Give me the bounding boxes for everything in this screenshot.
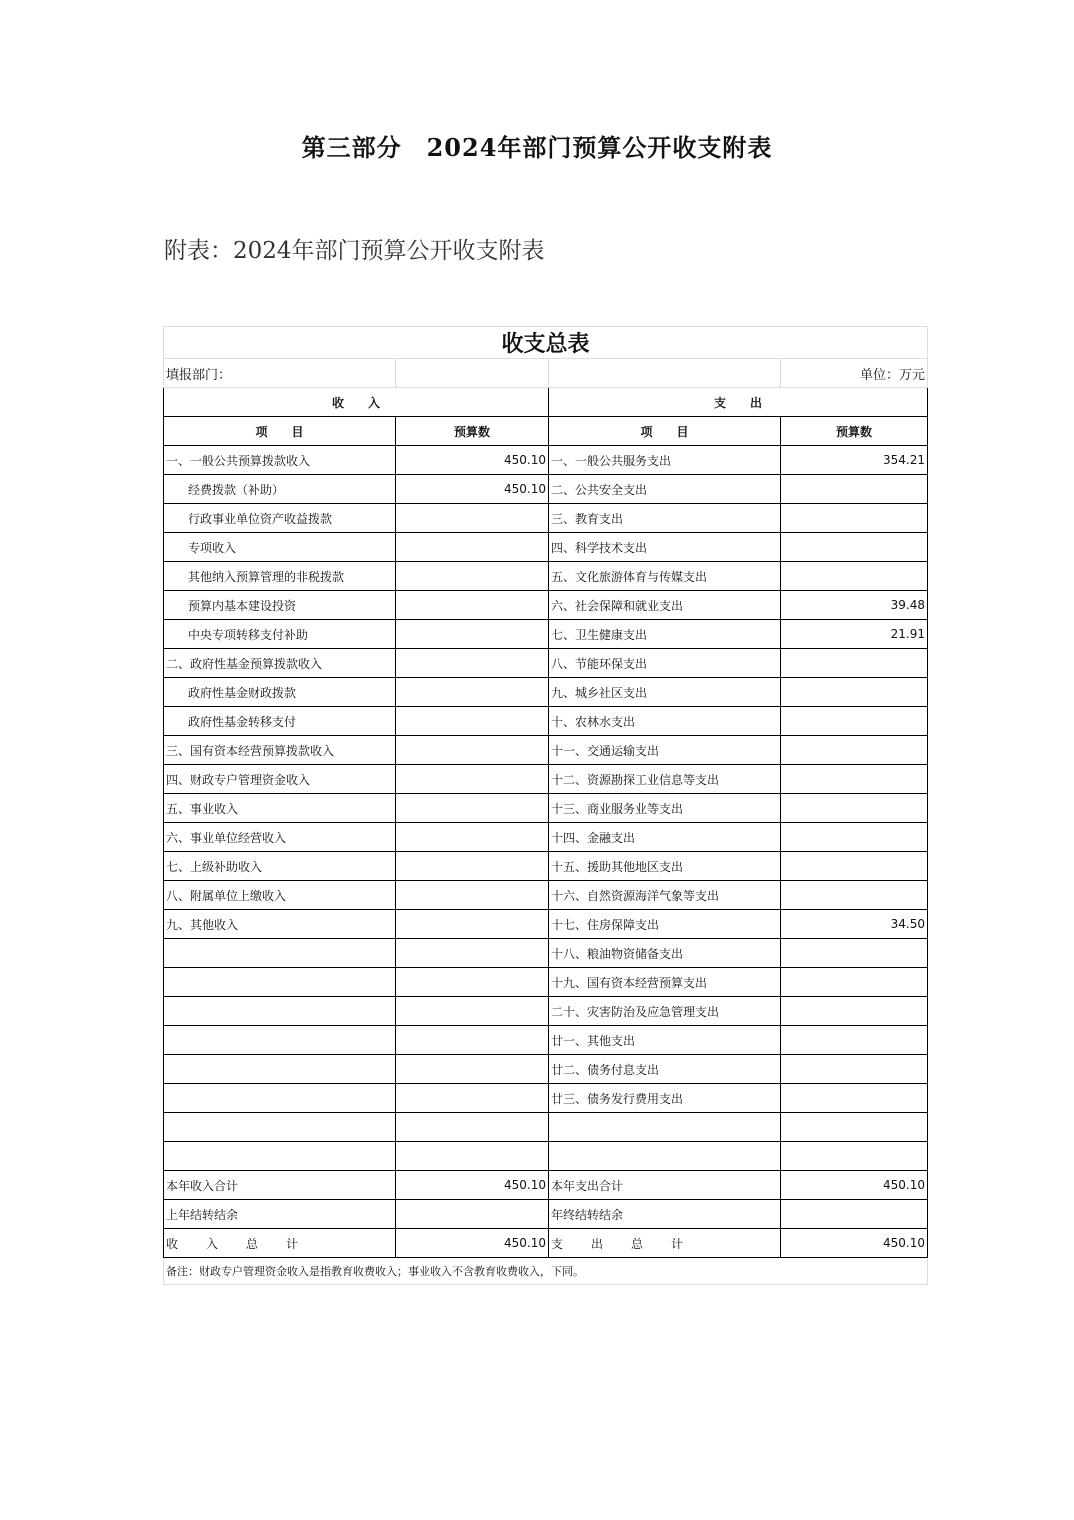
table-row <box>164 707 928 736</box>
table-row <box>164 1113 928 1142</box>
expense-value-cell: 450.10 <box>781 1229 928 1258</box>
income-item-cell: 五、事业收入 <box>164 794 396 823</box>
income-item-cell: 行政事业单位资产收益拨款 <box>164 504 396 533</box>
expense-budget-header: 预算数 <box>781 417 928 446</box>
expense-value-cell <box>781 1200 928 1229</box>
table-row <box>164 736 928 765</box>
page-title: 第三部分 2024年部门预算公开收支附表 <box>301 133 773 162</box>
expense-value-cell: 39.48 <box>781 591 928 620</box>
unit-label: 单位：万元 <box>781 359 928 388</box>
income-item-cell <box>164 1055 396 1084</box>
expense-value-cell: 354.21 <box>781 446 928 475</box>
expense-item-cell: 八、节能环保支出 <box>549 649 781 678</box>
meta-blank <box>549 359 781 388</box>
expense-header: 支 出 <box>549 388 928 417</box>
expense-item-header: 项 目 <box>549 417 781 446</box>
income-value-cell <box>396 591 549 620</box>
income-value-cell <box>396 968 549 997</box>
income-item-cell: 三、国有资本经营预算拨款收入 <box>164 736 396 765</box>
fill-dept-label: 填报部门： <box>164 359 396 388</box>
table-row <box>164 968 928 997</box>
income-item-cell: 收 入 总 计 <box>164 1229 396 1258</box>
expense-item-cell: 年终结转结余 <box>549 1200 781 1229</box>
table-row <box>164 997 928 1026</box>
expense-value-cell <box>781 736 928 765</box>
income-value-cell <box>396 997 549 1026</box>
income-item-cell <box>164 939 396 968</box>
page-subtitle: 附表：2024年部门预算公开收支附表 <box>164 238 545 264</box>
expense-value-cell: 21.91 <box>781 620 928 649</box>
expense-value-cell: 450.10 <box>781 1171 928 1200</box>
expense-value-cell <box>781 1026 928 1055</box>
expense-value-cell <box>781 1055 928 1084</box>
income-item-cell: 政府性基金财政拨款 <box>164 678 396 707</box>
income-value-cell <box>396 794 549 823</box>
table-row <box>164 533 928 562</box>
income-value-cell <box>396 1142 549 1171</box>
expense-item-cell: 十、农林水支出 <box>549 707 781 736</box>
income-item-cell: 预算内基本建设投资 <box>164 591 396 620</box>
income-item-cell: 六、事业单位经营收入 <box>164 823 396 852</box>
table-row <box>164 881 928 910</box>
income-item-cell <box>164 1026 396 1055</box>
income-header: 收 入 <box>164 388 549 417</box>
income-item-cell: 七、上级补助收入 <box>164 852 396 881</box>
table-row <box>164 1084 928 1113</box>
expense-item-cell: 支 出 总 计 <box>549 1229 781 1258</box>
income-item-cell <box>164 968 396 997</box>
income-value-cell <box>396 1113 549 1142</box>
income-value-cell <box>396 533 549 562</box>
table-note: 备注：财政专户管理资金收入是指教育收费收入；事业收入不含教育收费收入，下同。 <box>164 1258 928 1285</box>
expense-value-cell <box>781 504 928 533</box>
expense-item-cell: 十五、援助其他地区支出 <box>549 852 781 881</box>
expense-value-cell <box>781 533 928 562</box>
income-item-cell: 中央专项转移支付补助 <box>164 620 396 649</box>
income-item-cell: 专项收入 <box>164 533 396 562</box>
table-row <box>164 910 928 939</box>
income-value-cell: 450.10 <box>396 475 549 504</box>
expense-item-cell: 十三、商业服务业等支出 <box>549 794 781 823</box>
table-row <box>164 1171 928 1200</box>
expense-value-cell <box>781 562 928 591</box>
table-row <box>164 1200 928 1229</box>
expense-item-cell: 六、社会保障和就业支出 <box>549 591 781 620</box>
table-row <box>164 1142 928 1171</box>
income-value-cell <box>396 620 549 649</box>
expense-value-cell <box>781 823 928 852</box>
income-item-cell <box>164 997 396 1026</box>
note-row <box>164 1258 928 1285</box>
expense-value-cell <box>781 678 928 707</box>
table-row <box>164 446 928 475</box>
income-item-cell: 上年结转结余 <box>164 1200 396 1229</box>
income-value-cell <box>396 939 549 968</box>
income-value-cell <box>396 852 549 881</box>
expense-value-cell: 34.50 <box>781 910 928 939</box>
table-row <box>164 765 928 794</box>
income-item-cell: 八、附属单位上缴收入 <box>164 881 396 910</box>
expense-item-cell: 十八、粮油物资储备支出 <box>549 939 781 968</box>
income-item-cell <box>164 1113 396 1142</box>
table-row <box>164 1055 928 1084</box>
expense-value-cell <box>781 707 928 736</box>
expense-value-cell <box>781 475 928 504</box>
income-value-cell <box>396 881 549 910</box>
income-value-cell <box>396 736 549 765</box>
income-value-cell <box>396 1026 549 1055</box>
expense-item-cell: 九、城乡社区支出 <box>549 678 781 707</box>
income-item-cell: 四、财政专户管理资金收入 <box>164 765 396 794</box>
income-item-cell <box>164 1084 396 1113</box>
expense-item-cell: 十四、金融支出 <box>549 823 781 852</box>
expense-item-cell: 廿二、债务付息支出 <box>549 1055 781 1084</box>
budget-summary-table <box>163 326 928 1285</box>
expense-item-cell: 十二、资源勘探工业信息等支出 <box>549 765 781 794</box>
expense-item-cell <box>549 1142 781 1171</box>
expense-item-cell: 七、卫生健康支出 <box>549 620 781 649</box>
expense-value-cell <box>781 939 928 968</box>
expense-item-cell: 一、一般公共服务支出 <box>549 446 781 475</box>
income-value-cell <box>396 1200 549 1229</box>
income-value-cell <box>396 678 549 707</box>
expense-item-cell: 十六、自然资源海洋气象等支出 <box>549 881 781 910</box>
expense-value-cell <box>781 968 928 997</box>
expense-value-cell <box>781 794 928 823</box>
expense-value-cell <box>781 997 928 1026</box>
table-row <box>164 1229 928 1258</box>
expense-item-cell <box>549 1113 781 1142</box>
expense-value-cell <box>781 1113 928 1142</box>
income-value-cell <box>396 823 549 852</box>
income-item-cell: 一、一般公共预算拨款收入 <box>164 446 396 475</box>
income-item-cell: 其他纳入预算管理的非税拨款 <box>164 562 396 591</box>
income-item-cell: 二、政府性基金预算拨款收入 <box>164 649 396 678</box>
table-row <box>164 620 928 649</box>
expense-item-cell: 廿三、债务发行费用支出 <box>549 1084 781 1113</box>
expense-item-cell: 十七、住房保障支出 <box>549 910 781 939</box>
income-budget-header: 预算数 <box>396 417 549 446</box>
income-value-cell: 450.10 <box>396 1229 549 1258</box>
income-value-cell <box>396 765 549 794</box>
table-row <box>164 939 928 968</box>
table-row <box>164 852 928 881</box>
income-value-cell <box>396 707 549 736</box>
expense-value-cell <box>781 765 928 794</box>
income-item-header: 项 目 <box>164 417 396 446</box>
table-row <box>164 504 928 533</box>
expense-item-cell: 二、公共安全支出 <box>549 475 781 504</box>
expense-item-cell: 二十、灾害防治及应急管理支出 <box>549 997 781 1026</box>
income-value-cell: 450.10 <box>396 446 549 475</box>
fill-dept-value <box>396 359 549 388</box>
expense-value-cell <box>781 852 928 881</box>
table-row <box>164 591 928 620</box>
expense-item-cell: 五、文化旅游体育与传媒支出 <box>549 562 781 591</box>
expense-value-cell <box>781 649 928 678</box>
income-value-cell <box>396 1055 549 1084</box>
expense-item-cell: 十一、交通运输支出 <box>549 736 781 765</box>
table-row <box>164 1026 928 1055</box>
income-value-cell <box>396 504 549 533</box>
table-row <box>164 823 928 852</box>
table-row <box>164 475 928 504</box>
budget-summary-table-wrap <box>163 326 927 1285</box>
expense-item-cell: 十九、国有资本经营预算支出 <box>549 968 781 997</box>
expense-item-cell: 本年支出合计 <box>549 1171 781 1200</box>
table-row <box>164 794 928 823</box>
income-item-cell <box>164 1142 396 1171</box>
income-item-cell: 经费拨款（补助） <box>164 475 396 504</box>
table-title: 收支总表 <box>164 327 928 359</box>
income-value-cell <box>396 562 549 591</box>
income-value-cell <box>396 1084 549 1113</box>
income-value-cell <box>396 649 549 678</box>
expense-item-cell: 廿一、其他支出 <box>549 1026 781 1055</box>
income-item-cell: 本年收入合计 <box>164 1171 396 1200</box>
income-item-cell: 九、其他收入 <box>164 910 396 939</box>
table-row <box>164 649 928 678</box>
table-row <box>164 562 928 591</box>
expense-item-cell: 四、科学技术支出 <box>549 533 781 562</box>
expense-value-cell <box>781 1084 928 1113</box>
expense-value-cell <box>781 1142 928 1171</box>
income-value-cell <box>396 910 549 939</box>
table-row <box>164 678 928 707</box>
income-value-cell: 450.10 <box>396 1171 549 1200</box>
expense-item-cell: 三、教育支出 <box>549 504 781 533</box>
income-item-cell: 政府性基金转移支付 <box>164 707 396 736</box>
expense-value-cell <box>781 881 928 910</box>
